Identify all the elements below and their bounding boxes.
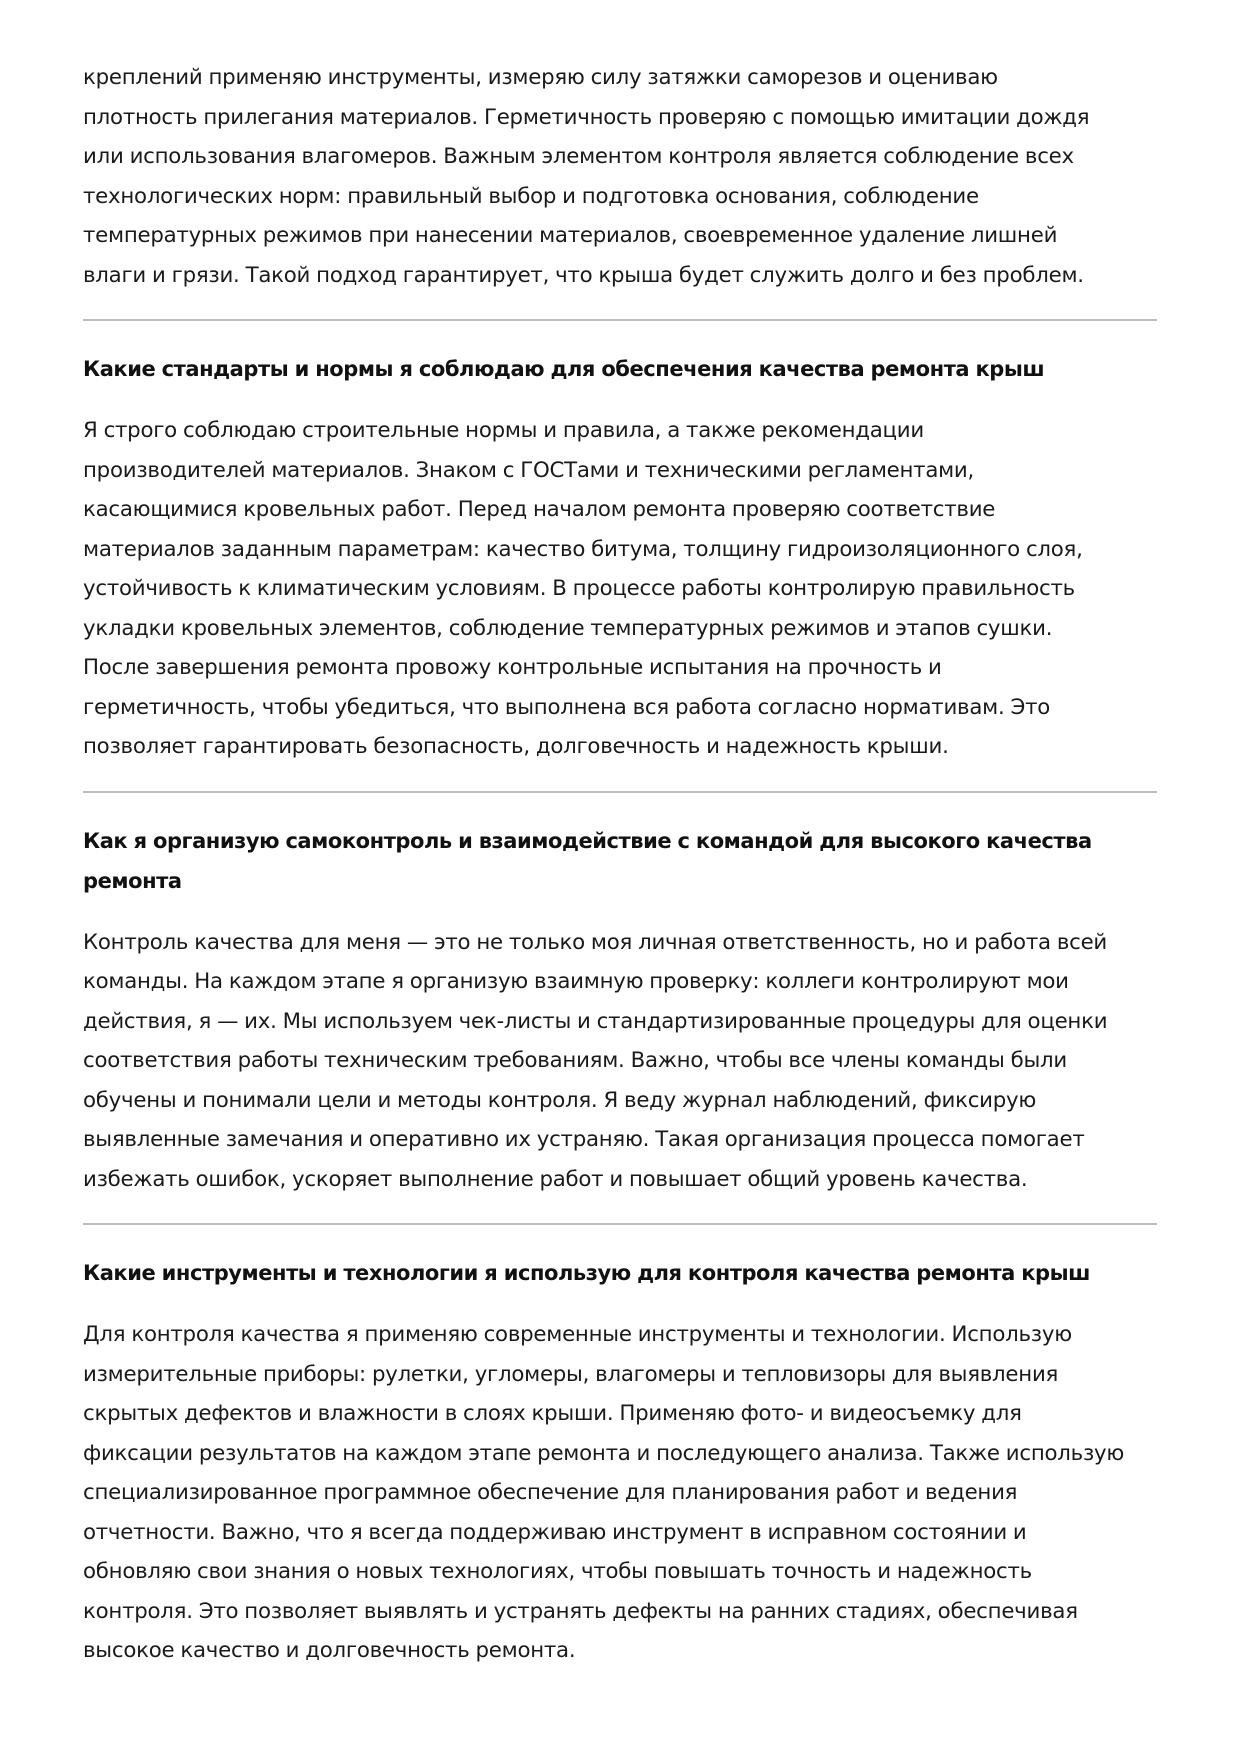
section-divider (83, 1223, 1157, 1225)
text-line: Для контроля качества я применяю современные инструменты и технологии. Использую (83, 1322, 1072, 1347)
text-line: Я строго соблюдаю строительные нормы и правила, а также рекомендации (83, 418, 924, 443)
text-line: материалов заданным параметрам: качество битума, толщину гидроизоляционного слоя, (83, 536, 1083, 562)
section-body (83, 923, 1157, 1200)
text-line: укладки кровельных элементов, соблюдение температурных режимов и этапов сушки. (83, 615, 1053, 641)
section-divider (83, 319, 1157, 321)
intro-paragraph (83, 58, 1157, 295)
heading-line: ремонта (83, 868, 182, 893)
text-line: действия, я — их. Мы используем чек-листы и стандартизированные процедуры для оценки (83, 1008, 1108, 1034)
text-line: производителей материалов. Знаком с ГОСТами и техническими регламентами, (83, 457, 975, 483)
text-line: касающимися кровельных работ. Перед началом ремонта проверяю соответствие (83, 497, 996, 522)
text-line: скрытых дефектов и влажности в слоях крыши. Применяю фото- и видеосъемку для (83, 1401, 1022, 1426)
text-line: фиксации результатов на каждом этапе ремонта и последующего анализа. Также использую (83, 1440, 1125, 1466)
heading-line: Как я организую самоконтроль и взаимодействие с командой для высокого качества (83, 828, 1092, 853)
text-line: устойчивость к климатическим условиям. В процессе работы контролирую правильность (83, 576, 1075, 601)
text-line: избежать ошибок, ускоряет выполнение работ и повышает общий уровень качества. (83, 1166, 1028, 1192)
text-line: команды. На каждом этапе я организую взаимную проверку: коллеги контролируют мои (83, 969, 1069, 994)
text-line: плотность прилегания материалов. Герметичность проверяю с помощью имитации дождя (83, 104, 1090, 130)
text-line: температурных режимов при нанесении материалов, своевременное удаление лишней (83, 223, 1058, 248)
text-line: После завершения ремонта провожу контрольные испытания на прочность и (83, 655, 942, 680)
text-line: выявленные замечания и оперативно их устраняю. Такая организация процесса помогает (83, 1127, 1085, 1152)
text-line: влаги и грязи. Такой подход гарантирует, что крыша будет служить долго и без проблем. (83, 262, 1084, 288)
text-line: измерительные приборы: рулетки, угломеры, влагомеры и тепловизоры для выявления (83, 1361, 1059, 1387)
text-line: отчетности. Важно, что я всегда поддерживаю инструмент в исправном состоянии и (83, 1519, 1027, 1545)
text-line: герметичность, чтобы убедиться, что выполнена вся работа согласно нормативам. Это (83, 694, 1051, 720)
section-tools-technologies (83, 1253, 1157, 1671)
text-line: обучены и понимали цели и методы контроля. Я веду журнал наблюдений, фиксирую (83, 1087, 1037, 1113)
text-line: технологических норм: правильный выбор и подготовка основания, соблюдение (83, 183, 979, 209)
text-line: Контроль качества для меня — это не только моя личная ответственность, но и работа всей (83, 929, 1108, 955)
text-line: позволяет гарантировать безопасность, долговечность и надежность крыши. (83, 734, 949, 759)
section-heading (83, 821, 1157, 901)
text-line: или использования влагомеров. Важным элементом контроля является соблюдение всех (83, 144, 1074, 169)
text-line: специализированное программное обеспечение для планирования работ и ведения (83, 1480, 1018, 1505)
section-standards (83, 349, 1157, 767)
section-team-control (83, 821, 1157, 1200)
text-line: высокое качество и долговечность ремонта. (83, 1638, 576, 1663)
section-heading (83, 1253, 1157, 1293)
heading-line: Какие инструменты и технологии я использую для контроля качества ремонта крыш (83, 1261, 1090, 1285)
section-heading (83, 349, 1157, 389)
section-divider (83, 791, 1157, 793)
text-line: соответствия работы техническим требованиям. Важно, чтобы все члены команды были (83, 1048, 1067, 1073)
text-line: контроля. Это позволяет выявлять и устранять дефекты на ранних стадиях, обеспечивая (83, 1598, 1078, 1624)
heading-line: Какие стандарты и нормы я соблюдаю для обеспечения качества ремонта крыш (83, 357, 1045, 381)
text-line: креплений применяю инструменты, измеряю силу затяжки саморезов и оцениваю (83, 65, 998, 90)
section-body (83, 1315, 1157, 1671)
section-body (83, 411, 1157, 767)
text-line: обновляю свои знания о новых технологиях, чтобы повышать точность и надежность (83, 1559, 1032, 1584)
